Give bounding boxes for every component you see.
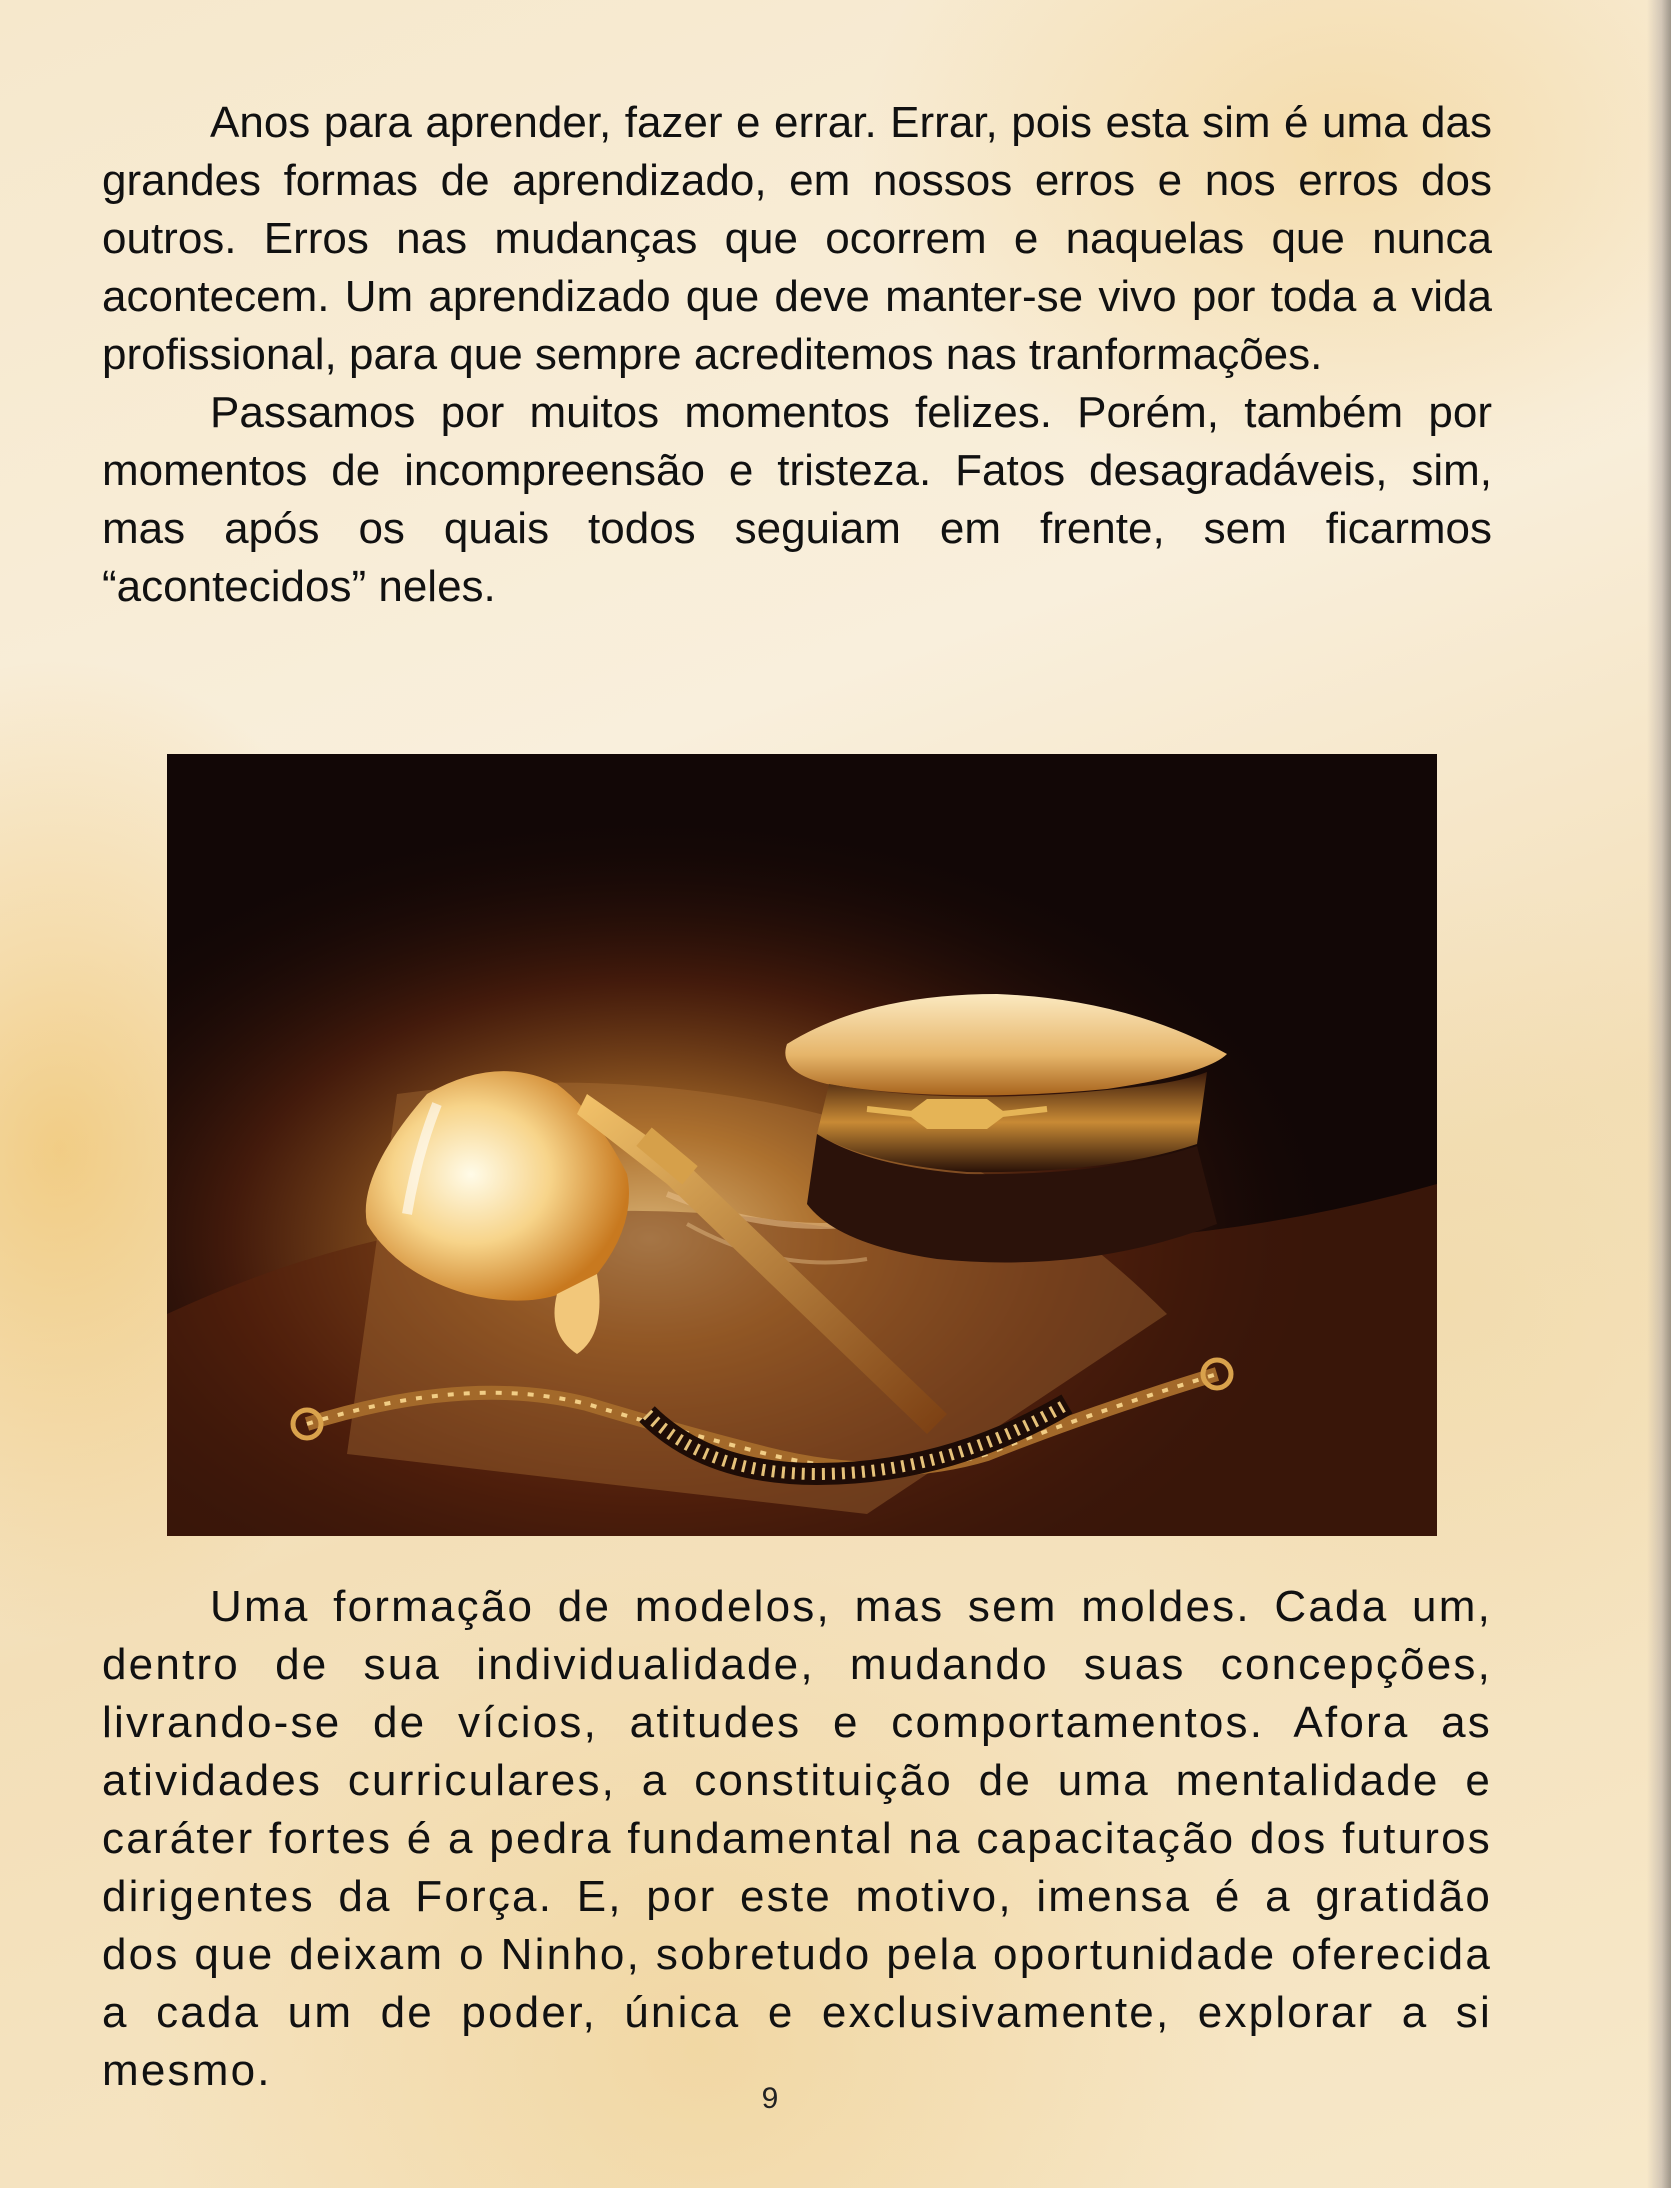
paragraph: Uma formação de modelos, mas sem moldes. Cada um, dentro de sua individualidade, mudando suas concepções, livrando-se de vícios, atitudes e comportamentos. Afora as atividades curriculares, a constituição de uma mentalidade e caráter fortes é a pedra fundamental na capacitação dos futuros dirigentes da Força. E, por este motivo, imensa é a gratidão dos que deixam o Ninho, sobretudo pela oportunidade oferecida a cada um de poder, única e exclusivamente, explorar a si mesmo. <box>102 1582 1492 2095</box>
paragraph: Passamos por muitos momentos felizes. Porém, também por momentos de incompreensão e tristeza. Fatos desagradáveis, sim, mas após os quais todos seguiam em frente, sem ficarmos “acontecidos” neles. <box>102 388 1492 611</box>
text-block-bottom <box>102 1578 1492 2100</box>
paragraph: Anos para aprender, fazer e errar. Errar, pois esta sim é uma das grandes formas de aprendizado, em nossos erros e nos erros dos outros. Erros nas mudanças que ocorrem e naquelas que nunca acontecem. Um aprendizado que deve manter-se vivo por toda a vida profissional, para que sempre acreditemos nas tranformações. <box>102 98 1492 379</box>
photo-cap-gloves-dagger <box>167 754 1437 1536</box>
page-number: 9 <box>761 2082 779 2115</box>
page-edge-shadow <box>1647 0 1671 2188</box>
photo-illustration <box>167 754 1437 1536</box>
text-block-top <box>102 94 1492 616</box>
